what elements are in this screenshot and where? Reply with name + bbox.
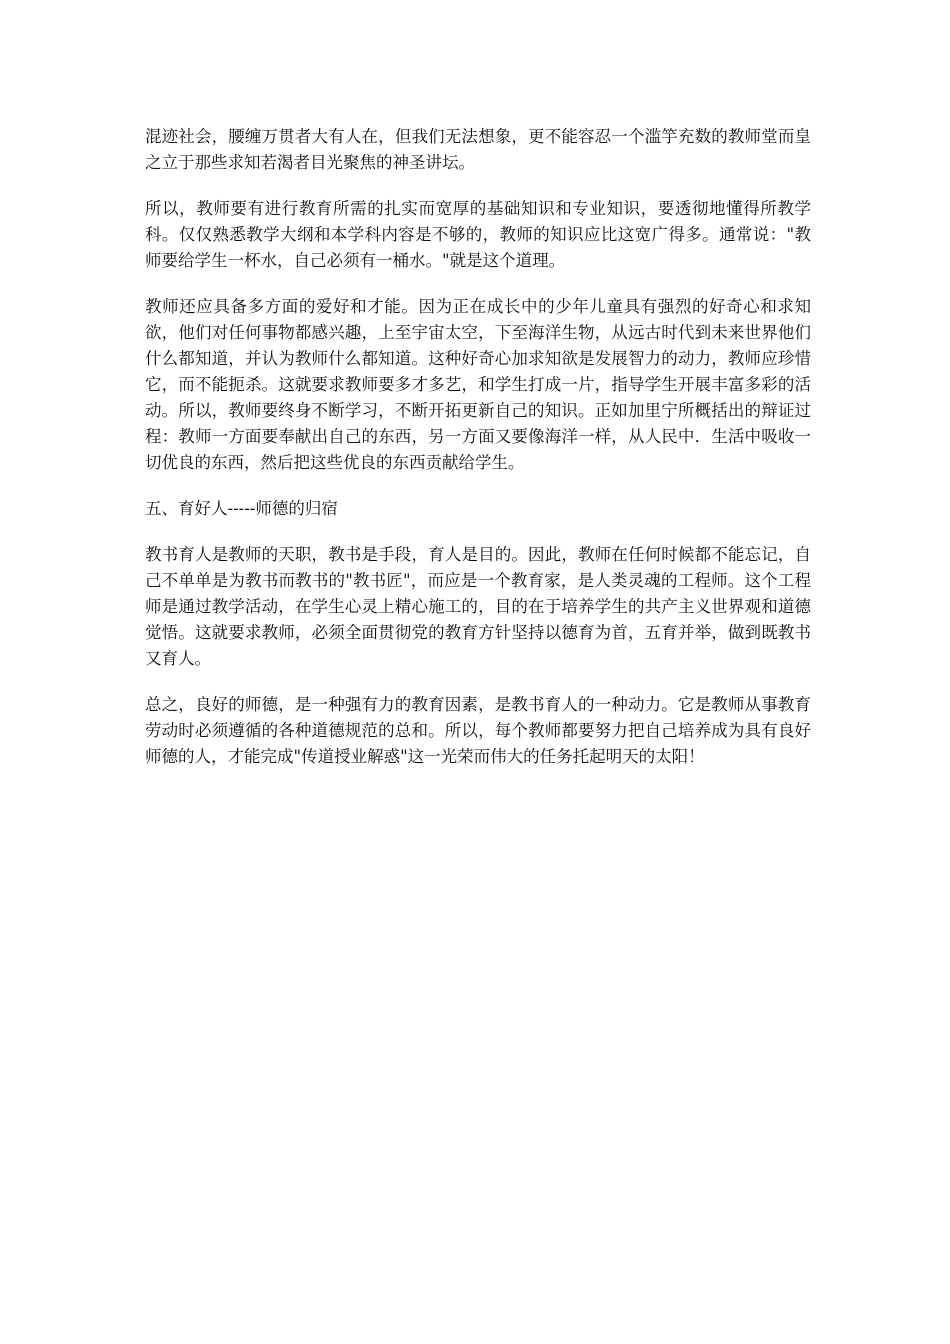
section-heading-five: 五、育好人-----师德的归宿: [145, 499, 338, 518]
paragraph-hobbies-talents: 教师还应具备多方面的爱好和才能。因为正在成长中的少年儿童具有强烈的好奇心和求知欲，他们对任何事物都感兴趣，上至宇宙太空，下至海洋生物，从远古时代到未来世界他们什么都知道，并认为教师什么都知道。这种好奇心加求知欲是发展智力的动力，教师应珍惜它，而不能扼杀。这就要求教师要多才多艺，和学生打成一片，指导学生开展丰富多彩的活动。所以，教师要终身不断学习，不断开拓更新自己的知识。正如加里宁所概括出的辩证过程：教师一方面要奉献出自己的东西，另一方面又要像海洋一样，从人民中．生活中吸收一切优良的东西，然后把这些优良的东西贡献给学生。: [145, 297, 811, 472]
paragraph-society: 混迹社会，腰缠万贯者大有人在，但我们无法想象，更不能容忍一个滥竽充数的教师堂而皇之立于那些求知若渴者目光聚焦的神圣讲坛。: [145, 127, 811, 172]
document-body: [145, 124, 811, 790]
paragraph-knowledge: 所以，教师要有进行教育所需的扎实而宽厚的基础知识和专业知识，要透彻地懂得所教学科。仅仅熟悉教学大纲和本学科内容是不够的，教师的知识应比这宽广得多。通常说："教师要给学生一杯水，自己必须有一桶水。"就是这个道理。: [145, 199, 811, 270]
paragraph-conclusion: 总之，良好的师德，是一种强有力的教育因素，是教书育人的一种动力。它是教师从事教育劳动时必须遵循的各种道德规范的总和。所以，每个教师都要努力把自己培养成为具有良好师德的人，才能完成"传道授业解惑"这一光荣而伟大的任务托起明天的太阳！: [145, 695, 811, 766]
paragraph-teaching-educating: 教书育人是教师的天职，教书是手段，育人是目的。因此，教师在任何时候都不能忘记，自己不单单是为教书而教书的"教书匠"，而应是一个教育家，是人类灵魂的工程师。这个工程师是通过教学活动，在学生心灵上精心施工的，目的在于培养学生的共产主义世界观和道德觉悟。这就要求教师，必须全面贯彻党的教育方针坚持以德育为首，五育并举，做到既教书又育人。: [145, 545, 811, 668]
